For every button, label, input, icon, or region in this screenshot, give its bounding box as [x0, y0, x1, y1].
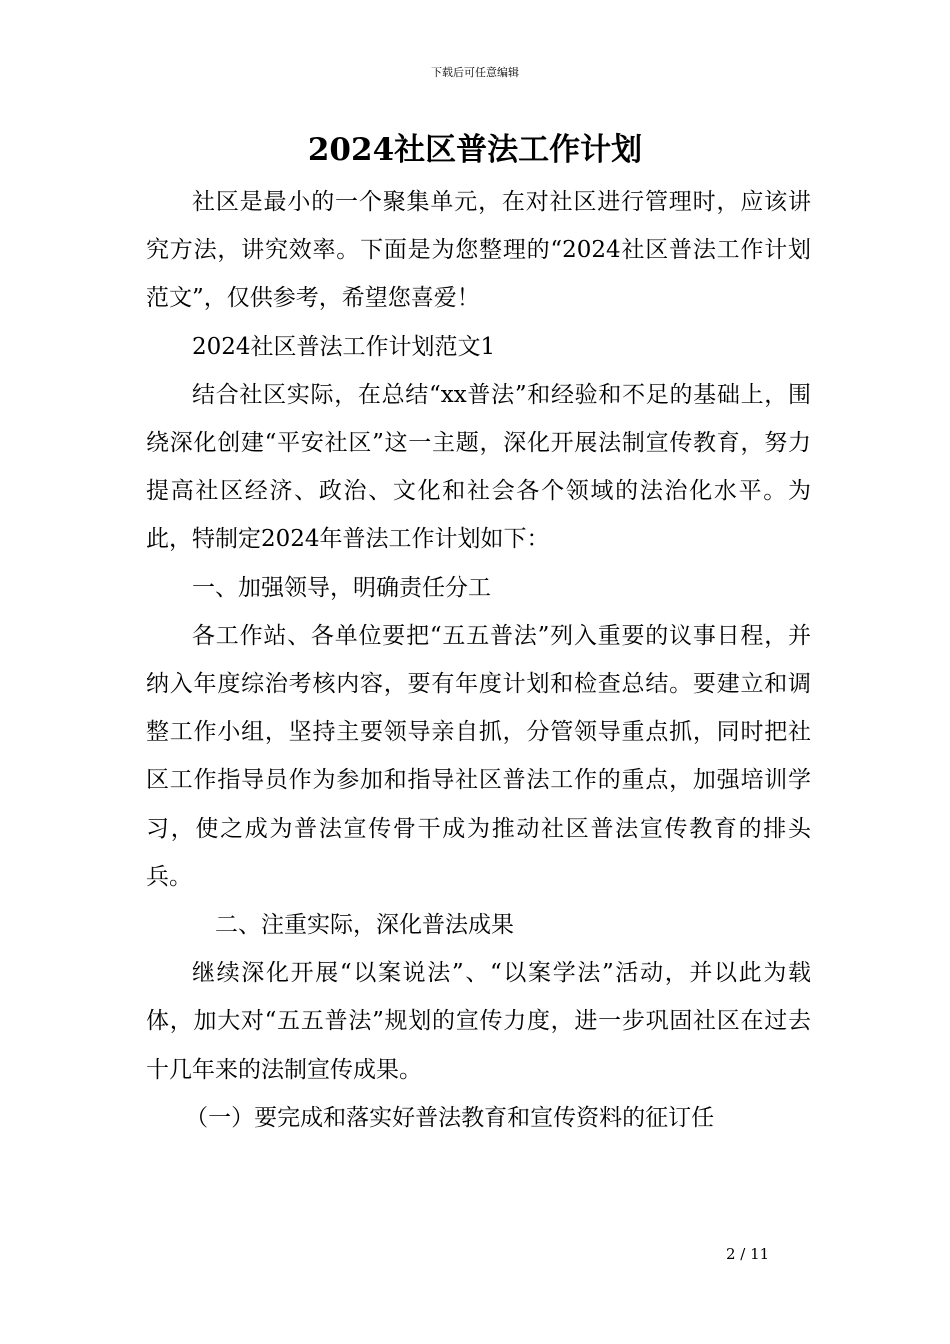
- page-number: 2 / 11: [726, 1245, 770, 1263]
- body-paragraph: 结合社区实际，在总结“xx普法”和经验和不足的基础上，围绕深化创建“平安社区”这一主题，深化开展法制宣传教育，努力提高社区经济、政治、文化和社会各个领域的法治化水平。为此，特制定2024年普法工作计划如下：: [146, 381, 811, 553]
- header-note: 下载后可任意编辑: [431, 66, 519, 79]
- section-heading-leadership: 一、加强领导，明确责任分工: [192, 574, 491, 601]
- section-heading-plan-1: 2024社区普法工作计划范文1: [192, 333, 496, 360]
- subsection-heading: （一）要完成和落实好普法教育和宣传资料的征订任: [185, 1104, 715, 1131]
- intro-paragraph: 社区是最小的一个聚集单元，在对社区进行管理时，应该讲究方法，讲究效率。下面是为您整理的“2024社区普法工作计划范文”，仅供参考，希望您喜爱！: [146, 189, 811, 312]
- document-title: 2024社区普法工作计划: [307, 132, 643, 168]
- body-paragraph: 各工作站、各单位要把“五五普法”列入重要的议事日程，并纳入年度综治考核内容，要有年度计划和检查总结。要建立和调整工作小组，坚持主要领导亲自抓，分管领导重点抓，同时把社区工作指导员作为参加和指导社区普法工作的重点，加强培训学习，使之成为普法宣传骨干成为推动社区普法宣传教育的排头兵。: [146, 622, 811, 890]
- body-paragraph: 继续深化开展“以案说法”、“以案学法”活动，并以此为载体，加大对“五五普法”规划的宣传力度，进一步巩固社区在过去十几年来的法制宣传成果。: [146, 960, 811, 1083]
- section-heading-practice: 二、注重实际，深化普法成果: [215, 912, 514, 939]
- document-body: [146, 178, 811, 1142]
